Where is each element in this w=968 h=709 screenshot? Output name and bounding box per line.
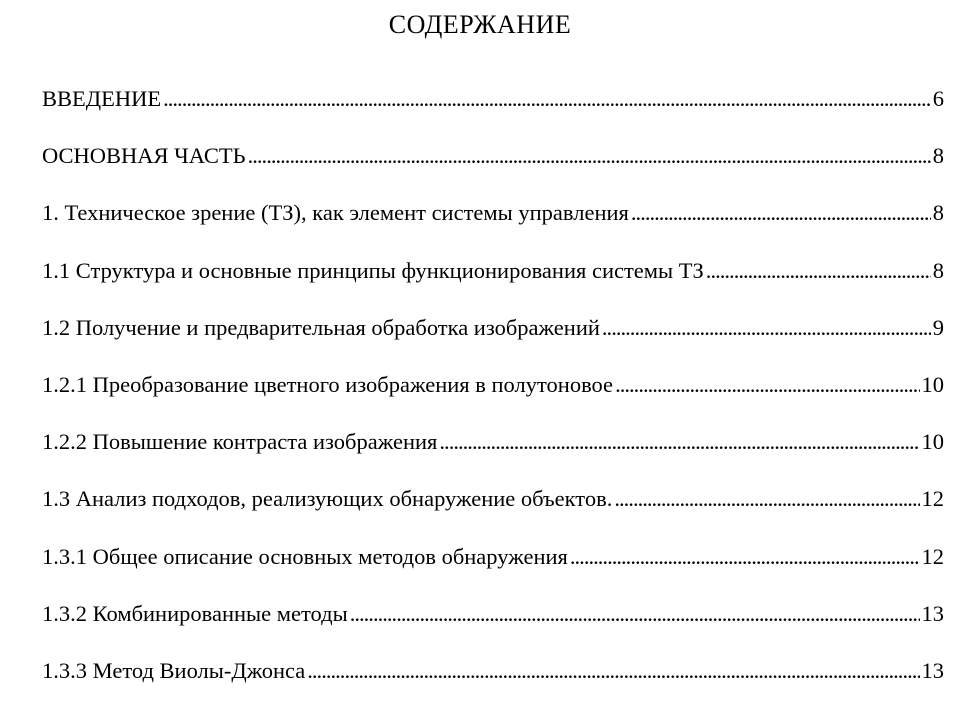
toc-entry[interactable] <box>42 480 944 537</box>
toc-entry-page-number: 8 <box>932 143 944 169</box>
toc-dot-leader <box>307 652 919 690</box>
toc-entry-label: 1.3.3 Метод Виолы-Джонса <box>42 657 306 683</box>
toc-dot-leader <box>570 538 920 576</box>
toc-dot-leader <box>602 309 931 347</box>
toc-entry-page-number: 13 <box>921 600 944 626</box>
toc-entry[interactable] <box>42 137 944 194</box>
toc-entry-page-number: 9 <box>932 314 944 340</box>
toc-entry-page-number: 10 <box>921 429 944 455</box>
toc-entry[interactable] <box>42 194 944 251</box>
toc-dot-leader <box>631 194 931 232</box>
toc-entry[interactable] <box>42 423 944 480</box>
toc-entry[interactable] <box>42 80 944 137</box>
toc-entry-label: 1.3.1 Общее описание основных методов обнаружения <box>42 543 568 569</box>
toc-entry-page-number: 13 <box>921 657 944 683</box>
toc-entry-page-number: 6 <box>932 86 944 111</box>
toc-dot-leader <box>706 252 931 290</box>
toc-entry-page-number: 12 <box>921 543 944 569</box>
toc-dot-leader <box>163 80 931 118</box>
toc-dot-leader <box>350 595 920 633</box>
toc-dot-leader <box>615 366 919 404</box>
page-title: СОДЕРЖАНИЕ <box>388 10 572 39</box>
toc-dot-leader <box>248 137 931 175</box>
toc-entry-label: ОСНОВНАЯ ЧАСТЬ <box>42 143 246 169</box>
toc-entry[interactable] <box>42 309 944 366</box>
toc-entry-page-number: 8 <box>932 200 944 226</box>
toc-entry[interactable] <box>42 595 944 652</box>
toc-entry-label: 1.2 Получение и предварительная обработка изображений <box>42 314 600 340</box>
toc-entry[interactable] <box>42 652 944 709</box>
toc-entry-page-number: 8 <box>932 257 944 283</box>
toc-entry-page-number: 10 <box>921 371 944 397</box>
table-of-contents <box>42 80 944 709</box>
toc-entry-label: 1.1 Структура и основные принципы функционирования системы ТЗ <box>42 257 704 283</box>
toc-entry-label: 1.3.2 Комбинированные методы <box>42 600 348 626</box>
toc-entry[interactable] <box>42 366 944 423</box>
toc-entry-page-number: 12 <box>921 486 944 512</box>
toc-entry-label: 1.2.2 Повышение контраста изображения <box>42 429 438 455</box>
toc-dot-leader <box>439 423 919 461</box>
toc-entry-label: 1.2.1 Преобразование цветного изображения в полутоновое <box>42 371 614 397</box>
toc-entry[interactable] <box>42 538 944 595</box>
toc-entry-label: ВВЕДЕНИЕ <box>42 86 162 111</box>
toc-entry-label: 1.3 Анализ подходов, реализующих обнаружение объектов. <box>42 486 613 512</box>
toc-entry-label: 1. Техническое зрение (ТЗ), как элемент системы управления <box>42 200 629 226</box>
toc-entry[interactable] <box>42 252 944 309</box>
toc-dot-leader <box>614 480 919 518</box>
